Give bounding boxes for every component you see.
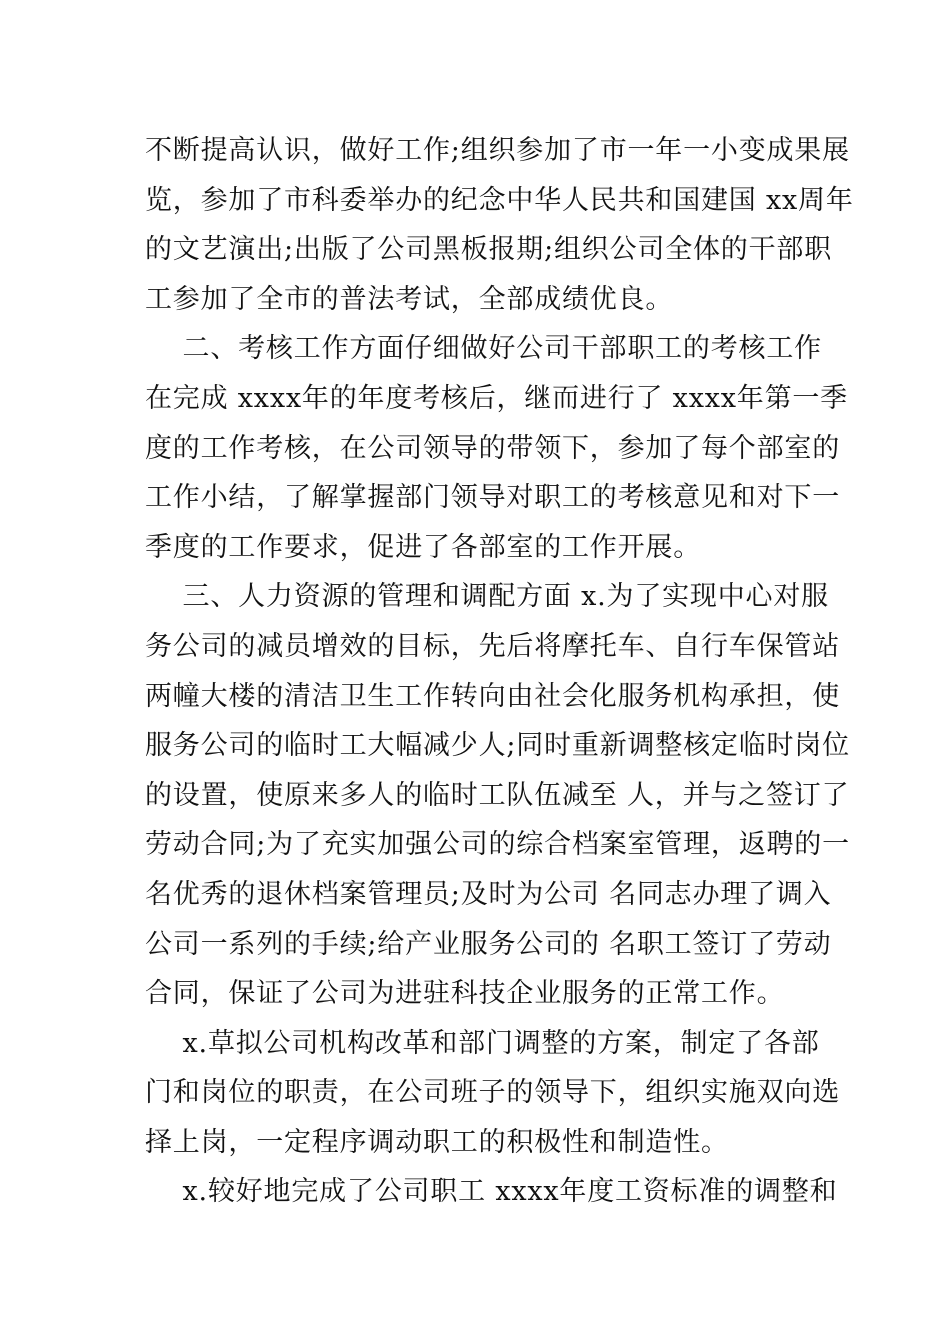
text-line: 不断提高认识，做好工作;组织参加了市一年一小变成果展 — [145, 135, 850, 166]
text-line: 季度的工作要求，促进了各部室的工作开展。 — [145, 531, 701, 563]
text-line: 的设置，使原来多人的临时工队伍减至 人，并与之签订了 — [145, 779, 850, 811]
text-line: 择上岗，一定程序调动职工的积极性和制造性。 — [145, 1126, 729, 1158]
text-line: 工参加了全市的普法考试，全部成绩优良。 — [145, 283, 674, 315]
text-line: x.草拟公司机构改革和部门调整的方案，制定了各部 — [145, 1027, 820, 1059]
text-line: 览，参加了市科委举办的纪念中华人民共和国建国 xx周年 — [145, 184, 854, 216]
text-line: 公司一系列的手续;给产业服务公司的 名职工签订了劳动 — [145, 928, 832, 960]
text-line: 务公司的减员增效的目标，先后将摩托车、自行车保管站 — [145, 630, 840, 662]
text-line: 两幢大楼的清洁卫生工作转向由社会化服务机构承担，使 — [145, 680, 840, 712]
text-line: 二、考核工作方面仔细做好公司干部职工的考核工作 — [145, 333, 822, 365]
text-line: 度的工作考核，在公司领导的带领下，参加了每个部室的 — [145, 432, 840, 464]
text-line: 三、人力资源的管理和调配方面 x.为了实现中心对服 — [145, 581, 829, 613]
text-line: 劳动合同;为了充实加强公司的综合档案室管理，返聘的一 — [145, 829, 850, 861]
text-line: 在完成 xxxx年的年度考核后，继而进行了 xxxx年第一季 — [145, 382, 848, 414]
text-line: 门和岗位的职责，在公司班子的领导下，组织实施双向选 — [145, 1077, 840, 1109]
text-line: 服务公司的临时工大幅减少人;同时重新调整核定临时岗位 — [145, 730, 850, 762]
text-line: 合同，保证了公司为进驻科技企业服务的正常工作。 — [145, 978, 785, 1010]
text-line: 的文艺演出;出版了公司黑板报期;组织公司全体的干部职 — [145, 234, 832, 266]
text-line: 工作小结，了解掌握部门领导对职工的考核意见和对下一 — [145, 482, 840, 514]
document-body — [145, 126, 854, 1217]
text-line: x.较好地完成了公司职工 xxxx年度工资标准的调整和 — [145, 1176, 838, 1208]
text-line: 名优秀的退休档案管理员;及时为公司 名同志办理了调入 — [145, 878, 832, 910]
